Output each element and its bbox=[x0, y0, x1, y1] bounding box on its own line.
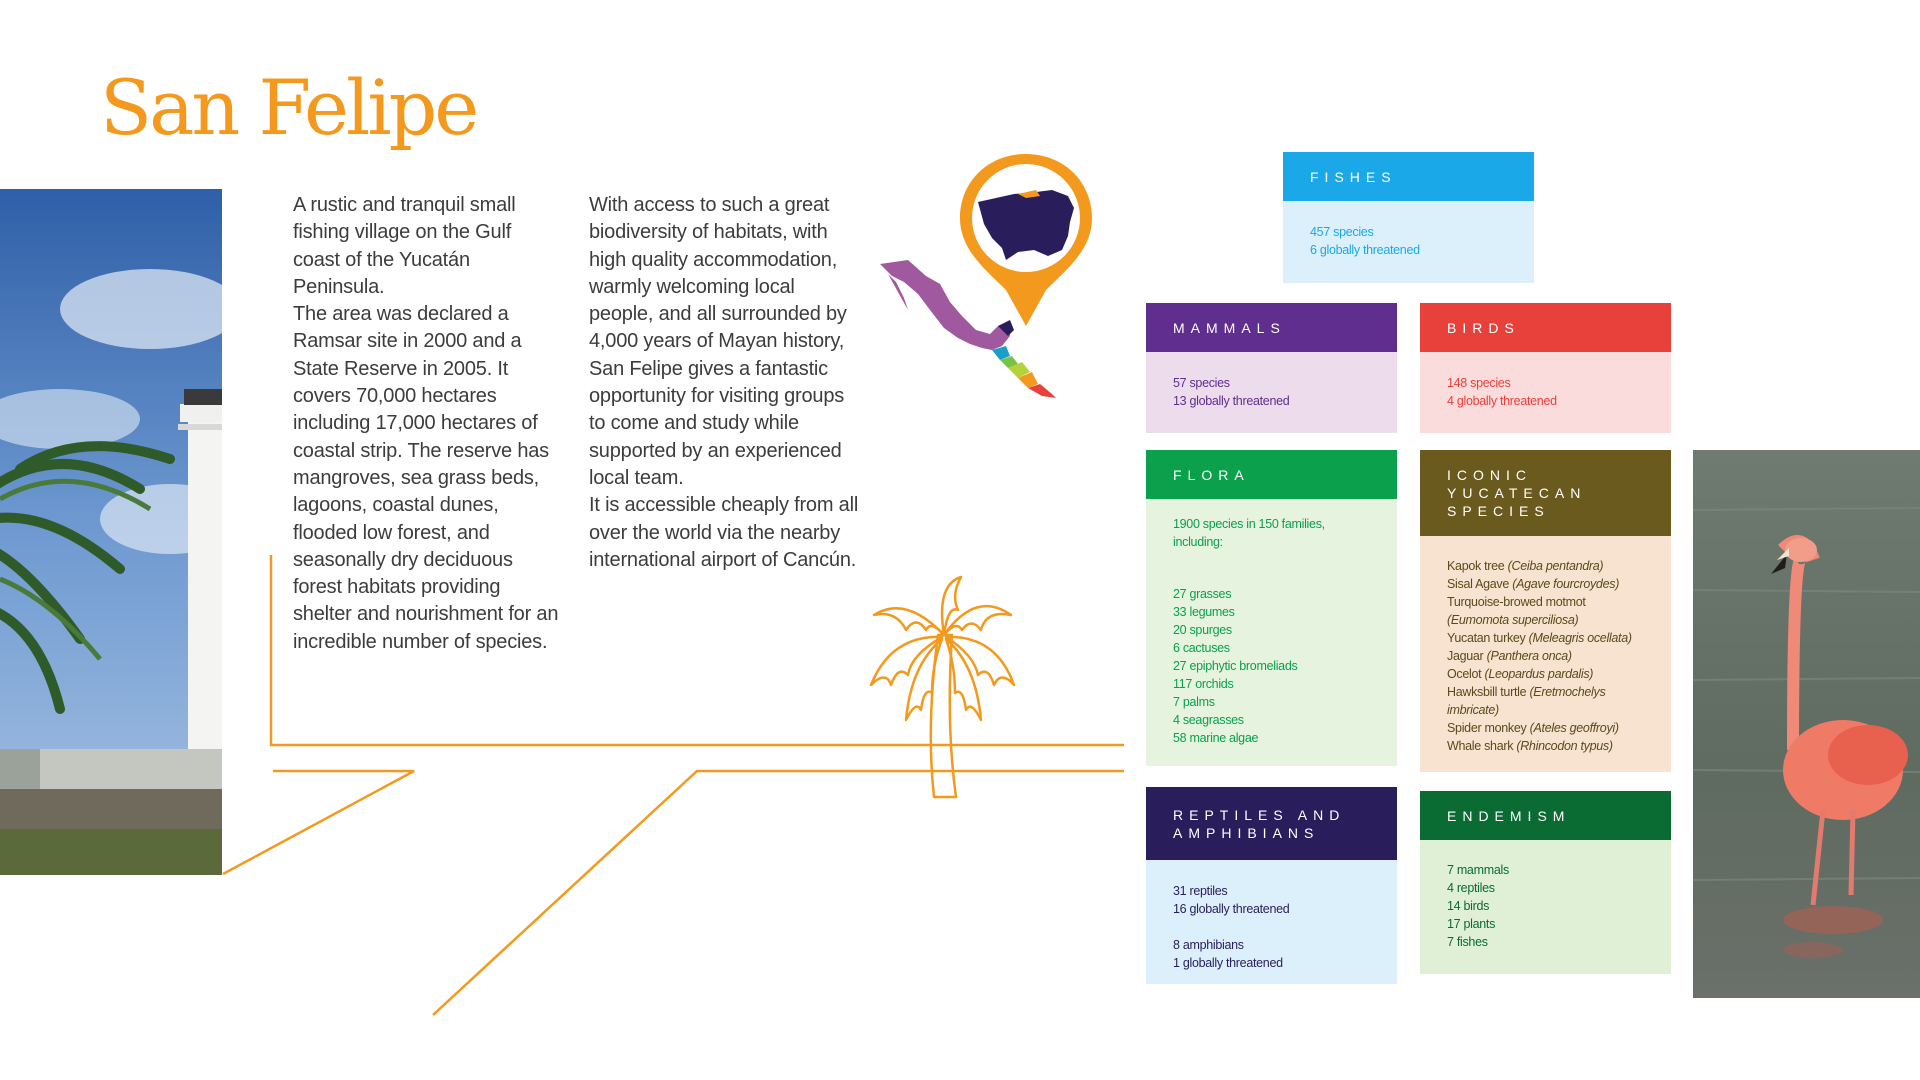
flora-card bbox=[1146, 450, 1397, 766]
location-pin-icon bbox=[956, 150, 1096, 330]
card-title: FLORA bbox=[1146, 450, 1397, 499]
card-line: 8 amphibians bbox=[1173, 938, 1244, 952]
card-title: BIRDS bbox=[1420, 303, 1671, 352]
card-line: 31 reptiles bbox=[1173, 884, 1228, 898]
card-line: 4 globally threatened bbox=[1447, 394, 1557, 408]
birds-card bbox=[1420, 303, 1671, 433]
flora-item: 27 grasses bbox=[1173, 587, 1232, 601]
species-item: imbricate) bbox=[1447, 703, 1499, 717]
card-line: 7 mammals bbox=[1447, 863, 1509, 877]
species-item: Ocelot (Leopardus pardalis) bbox=[1447, 667, 1594, 681]
intro-paragraph: With access to such a great biodiversity of habitats, with high quality accommodation, warmly welcoming local people, and all surrounded by 4,000 years of Mayan history, San Felipe gives a fantastic opportunity for visiting groups to come and study while supported by an experienced local team. bbox=[589, 194, 847, 489]
reptiles-amphibians-card bbox=[1146, 787, 1397, 984]
iconic-species-card bbox=[1420, 450, 1671, 772]
flora-item: 7 palms bbox=[1173, 695, 1215, 709]
card-title-line: AMPHIBIANS bbox=[1173, 824, 1320, 841]
card-title: FISHES bbox=[1283, 152, 1534, 201]
intro-paragraph: A rustic and tranquil small fishing village on the Gulf coast of the Yucatán Peninsula. bbox=[293, 194, 516, 298]
species-item: Sisal Agave (Agave fourcroydes) bbox=[1447, 577, 1620, 591]
card-title-line: ICONIC bbox=[1447, 467, 1532, 483]
card-line: 13 globally threatened bbox=[1173, 394, 1290, 408]
card-line: 4 reptiles bbox=[1447, 881, 1495, 895]
species-item: Jaguar (Panthera onca) bbox=[1447, 649, 1572, 663]
card-line: 14 birds bbox=[1447, 899, 1490, 913]
flora-item: 27 epiphytic bromeliads bbox=[1173, 659, 1298, 673]
card-title-line: SPECIES bbox=[1447, 503, 1550, 519]
flamingo-photo bbox=[1693, 450, 1920, 998]
card-line: 57 species bbox=[1173, 376, 1230, 390]
intro-paragraph: It is accessible cheaply from all over the world via the nearby international airport of Cancún. bbox=[589, 494, 859, 571]
species-item: Yucatan turkey (Meleagris ocellata) bbox=[1447, 631, 1632, 645]
card-title-line: YUCATECAN bbox=[1447, 485, 1587, 501]
fishes-card bbox=[1283, 152, 1534, 283]
card-line: 6 globally threatened bbox=[1310, 243, 1420, 257]
card-title-line: REPTILES AND bbox=[1173, 806, 1346, 823]
species-item: Kapok tree (Ceiba pentandra) bbox=[1447, 559, 1604, 573]
species-item: Hawksbill turtle (Eretmochelys bbox=[1447, 685, 1606, 699]
flora-item: 4 seagrasses bbox=[1173, 713, 1244, 727]
flora-item: 33 legumes bbox=[1173, 605, 1235, 619]
card-line: 148 species bbox=[1447, 376, 1511, 390]
endemism-card bbox=[1420, 791, 1671, 974]
page-title: San Felipe bbox=[100, 63, 477, 152]
card-line: 457 species bbox=[1310, 225, 1374, 239]
card-title: ENDEMISM bbox=[1420, 791, 1671, 840]
card-title: MAMMALS bbox=[1146, 303, 1397, 352]
flora-item: 58 marine algae bbox=[1173, 731, 1259, 745]
card-line: 7 fishes bbox=[1447, 935, 1488, 949]
card-line: 16 globally threatened bbox=[1173, 902, 1290, 916]
palm-tree-icon bbox=[866, 575, 1016, 800]
intro-paragraph: The area was declared a Ramsar site in 2000 and a State Reserve in 2005. It covers 70,000 hectares including 17,000 hectares of coastal strip. The reserve has mangroves, sea grass beds, lagoons, coastal dunes, flooded low forest, and seasonally dry deciduous forest habitats providing shelter and nourishment for an incredible number of species. bbox=[293, 303, 559, 653]
species-item: Spider monkey (Ateles geoffroyi) bbox=[1447, 721, 1619, 735]
flora-item: 20 spurges bbox=[1173, 623, 1232, 637]
flora-item: 6 cactuses bbox=[1173, 641, 1230, 655]
card-line: including: bbox=[1173, 535, 1223, 549]
mammals-card bbox=[1146, 303, 1397, 433]
flora-item: 117 orchids bbox=[1173, 677, 1234, 691]
species-item: Whale shark (Rhincodon typus) bbox=[1447, 739, 1613, 753]
card-line: 17 plants bbox=[1447, 917, 1496, 931]
species-item: (Eumomota superciliosa) bbox=[1447, 613, 1579, 627]
card-line: 1900 species in 150 families, bbox=[1173, 517, 1325, 531]
species-item: Turquoise-browed motmot bbox=[1447, 595, 1586, 609]
card-line: 1 globally threatened bbox=[1173, 956, 1283, 970]
